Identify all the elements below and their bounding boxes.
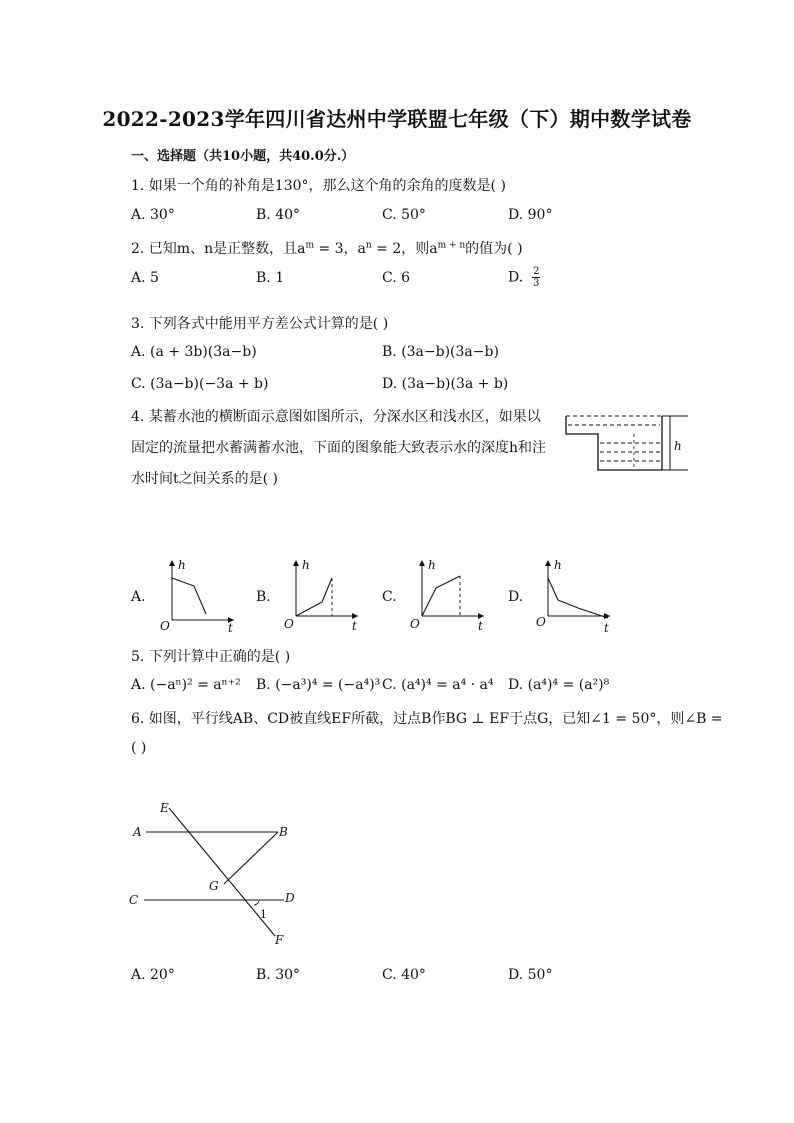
point-d-label: D [285, 891, 295, 905]
q2-option-b[interactable]: B. 1 [256, 270, 285, 286]
graph-b[interactable] [276, 556, 366, 634]
point-c-label: C [129, 893, 139, 907]
question-5-stem: 5. 下列计算中正确的是( ) [131, 649, 291, 665]
question-2-stem: 2. 已知m、n是正整数，且$a^m = 3$，$a^n = 2$，则$a^{m + n}$的值为( ) [131, 240, 523, 257]
point-a-label: A [133, 825, 142, 839]
svg-text:O: O [284, 617, 294, 631]
svg-text:h: h [554, 558, 562, 572]
q5-option-c[interactable]: C. (a⁴)⁴ = a⁴ · a⁴ [382, 677, 494, 693]
point-f-label: F [275, 933, 284, 947]
q6-option-a[interactable]: A. 20° [131, 967, 175, 983]
q2-option-d[interactable]: D. $\frac{2}{3}$ [508, 266, 540, 289]
depth-label: h [674, 439, 682, 453]
question-1-stem: 1. 如果一个角的补角是130°，那么这个角的余角的度数是( ) [131, 178, 506, 194]
q2-option-c[interactable]: C. 6 [382, 270, 411, 286]
svg-text:t: t [228, 621, 233, 635]
exam-title: 2022-2023学年四川省达州中学联盟七年级（下）期中数学试卷 [102, 107, 692, 131]
q6-option-b[interactable]: B. 30° [256, 967, 301, 983]
point-g-label: G [209, 879, 219, 893]
svg-text:t: t [604, 621, 609, 635]
svg-text:O: O [410, 617, 420, 631]
svg-text:h: h [302, 558, 310, 572]
graph-c[interactable] [400, 556, 490, 634]
graph-d[interactable] [530, 556, 620, 634]
svg-text:h: h [428, 558, 436, 572]
question-6-line-1: 6. 如图，平行线AB、CD被直线EF所截，过点B作BG ⊥ EF于点G，已知∠1 = 50°，则∠B = [131, 711, 723, 727]
q5-option-b[interactable]: B. (−a³)⁴ = (−a⁴)³ [256, 677, 381, 693]
q3-option-c[interactable]: C. (3a−b)(−3a + b) [131, 376, 269, 392]
question-4-line-2: 固定的流量把水蓄满蓄水池，下面的图象能大致表示水的深度h和注 [131, 440, 547, 456]
q1-option-d[interactable]: D. 90° [508, 207, 553, 223]
q6-option-d[interactable]: D. 50° [508, 967, 553, 983]
svg-text:O: O [160, 619, 170, 633]
q4-option-b-label[interactable]: B. [256, 589, 271, 605]
q6-option-c[interactable]: C. 40° [382, 967, 426, 983]
q1-option-b[interactable]: B. 40° [256, 207, 301, 223]
fraction: $\frac{2}{3}$ [533, 266, 540, 289]
question-4-line-1: 4. 某蓄水池的横断面示意图如图所示，分深水区和浅水区，如果以 [131, 409, 541, 425]
angle-1-label: 1 [260, 908, 267, 921]
q5-option-a[interactable]: A. (−aⁿ)² = aⁿ⁺² [131, 677, 241, 693]
q4-option-a-label[interactable]: A. [131, 589, 146, 605]
svg-text:t: t [352, 619, 357, 633]
reservoir-diagram [562, 408, 692, 478]
q4-option-d-label[interactable]: D. [508, 589, 524, 605]
section-heading: 一、选择题（共10小题，共40.0分.） [131, 149, 355, 164]
question-3-stem: 3. 下列各式中能用平方差公式计算的是( ) [131, 316, 389, 332]
q3-option-b[interactable]: B. (3a−b)(3a−b) [382, 344, 499, 360]
q3-option-a[interactable]: A. (a + 3b)(3a−b) [131, 344, 257, 360]
q1-option-c[interactable]: C. 50° [382, 207, 426, 223]
parallel-lines-diagram [125, 798, 315, 950]
point-e-label: E [160, 801, 169, 815]
q3-option-d[interactable]: D. (3a−b)(3a + b) [382, 376, 509, 392]
svg-text:h: h [178, 558, 186, 572]
question-6-line-2: ( ) [131, 740, 147, 756]
q1-option-a[interactable]: A. 30° [131, 207, 175, 223]
svg-text:t: t [478, 619, 483, 633]
graph-a[interactable] [150, 556, 240, 634]
point-b-label: B [279, 825, 288, 839]
question-4-line-3: 水时间t之间关系的是( ) [131, 471, 278, 487]
q5-option-d[interactable]: D. (a⁴)⁴ = (a²)⁸ [508, 677, 610, 693]
svg-text:O: O [536, 615, 546, 629]
q4-option-c-label[interactable]: C. [382, 589, 397, 605]
q2-option-a[interactable]: A. 5 [131, 270, 159, 286]
